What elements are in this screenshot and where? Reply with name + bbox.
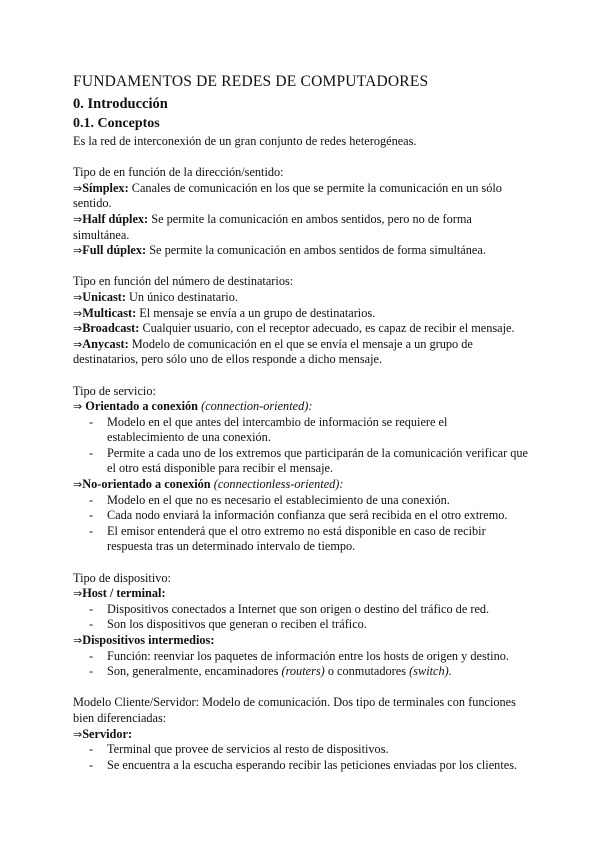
cliente-servidor-heading: Modelo Cliente/Servidor: Modelo de comunicación. Dos tipo de terminales con funciones bien diferenciadas: xyxy=(73,695,516,725)
destinatarios-unicast: ⇒Unicast: Un único destinatario. xyxy=(73,289,238,304)
section-heading: 0. Introducción xyxy=(73,96,168,112)
list-item: - Cada nodo enviará la información confianza que será recibida en el otro extremo. xyxy=(89,508,508,523)
servicio-no-orientado-list xyxy=(73,493,530,555)
dash-bullet: - xyxy=(89,664,94,679)
dash-bullet: - xyxy=(89,617,94,632)
destinatarios-anycast: ⇒Anycast: Modelo de comunicación en el que se envía el mensaje a un grupo de destinatarios, pero sólo uno de ellos responde a dicho mensaje. xyxy=(73,336,473,367)
dash-bullet: - xyxy=(89,601,94,616)
cliente-servidor-servidor: ⇒Servidor: xyxy=(73,726,133,741)
list-item: - El emisor entenderá que el otro extremo no está disponible en caso de recibir respuesta tras un determinado intervalo de tiempo. xyxy=(89,523,486,554)
list-item: - Son, generalmente, encaminadores (routers) o conmutadores (switch). xyxy=(89,664,452,679)
servidor-list xyxy=(73,742,530,773)
arrow-icon: ⇒ xyxy=(73,244,83,258)
dash-bullet: - xyxy=(89,523,94,538)
dash-bullet: - xyxy=(89,742,94,757)
arrow-icon: ⇒ xyxy=(73,727,83,741)
list-item: - Modelo en el que no es necesario el establecimiento de una conexión. xyxy=(89,492,450,507)
dispositivo-heading: Tipo de dispositivo: xyxy=(73,570,171,585)
dispositivo-intermedios-list xyxy=(73,649,530,680)
destinatarios-multicast: ⇒Multicast: El mensaje se envía a un grupo de destinatarios. xyxy=(73,305,376,320)
servicio-no-orientado: ⇒No-orientado a conexión (connectionless-oriented): xyxy=(73,477,344,492)
dash-bullet: - xyxy=(89,757,94,772)
dash-bullet: - xyxy=(89,445,94,460)
arrow-icon: ⇒ xyxy=(73,634,83,647)
direccion-half-duplex: ⇒Half dúplex: Se permite la comunicación en ambos sentidos, pero no de forma simultánea. xyxy=(73,211,472,242)
subsection-heading: 0.1. Conceptos xyxy=(73,116,160,131)
arrow-icon: ⇒ xyxy=(73,337,83,351)
arrow-icon: ⇒ xyxy=(73,306,83,320)
servicio-orientado: ⇒ Orientado a conexión (connection-oriented): xyxy=(73,399,313,414)
list-item: - Son los dispositivos que generan o reciben el tráfico. xyxy=(89,617,367,632)
arrow-icon: ⇒ xyxy=(73,587,83,601)
destinatarios-heading: Tipo en función del número de destinatarios: xyxy=(73,274,294,289)
dash-bullet: - xyxy=(89,492,94,507)
arrow-icon: ⇒ xyxy=(73,212,83,226)
list-item: - Función: reenviar los paquetes de información entre los hosts de origen y destino. xyxy=(89,648,509,663)
arrow-icon: ⇒ xyxy=(73,400,83,414)
dash-bullet: - xyxy=(89,414,94,429)
list-item: - Terminal que provee de servicios al resto de dispositivos. xyxy=(89,742,389,757)
servicio-heading: Tipo de servicio: xyxy=(73,383,156,398)
dispositivo-host-list xyxy=(73,602,530,633)
dispositivo-host: ⇒Host / terminal: xyxy=(73,586,166,601)
direccion-heading: Tipo de en función de la dirección/sentido: xyxy=(73,165,284,180)
destinatarios-broadcast: ⇒Broadcast: Cualquier usuario, con el receptor adecuado, es capaz de recibir el mensaje. xyxy=(73,321,515,336)
intro-paragraph: Es la red de interconexión de un gran conjunto de redes heterogéneas. xyxy=(73,134,417,148)
direccion-full-duplex: ⇒Full dúplex: Se permite la comunicación en ambos sentidos de forma simultánea. xyxy=(73,243,486,258)
document-title: FUNDAMENTOS DE REDES DE COMPUTADORES xyxy=(73,73,429,90)
list-item: - Permite a cada uno de los extremos que participarán de la comunicación verificar que el otro está disponible para recibir el mensaje. xyxy=(89,445,528,476)
dash-bullet: - xyxy=(89,648,94,663)
list-item: - Se encuentra a la escucha esperando recibir las peticiones enviadas por los clientes. xyxy=(89,757,518,772)
list-item: - Modelo en el que antes del intercambio de información se requiere el establecimiento de una conexión. xyxy=(89,414,448,445)
arrow-icon: ⇒ xyxy=(73,181,83,195)
list-item: - Dispositivos conectados a Internet que son origen o destino del tráfico de red. xyxy=(89,601,490,616)
servicio-orientado-list xyxy=(73,415,530,477)
arrow-icon: ⇒ xyxy=(73,478,83,492)
dash-bullet: - xyxy=(89,508,94,523)
arrow-icon: ⇒ xyxy=(73,322,83,336)
direccion-simplex: ⇒Símplex: Canales de comunicación en los que se permite la comunicación en un sólo sentido. xyxy=(73,180,502,211)
arrow-icon: ⇒ xyxy=(73,290,83,304)
dispositivo-intermedios: ⇒Dispositivos intermedios: xyxy=(73,633,215,647)
